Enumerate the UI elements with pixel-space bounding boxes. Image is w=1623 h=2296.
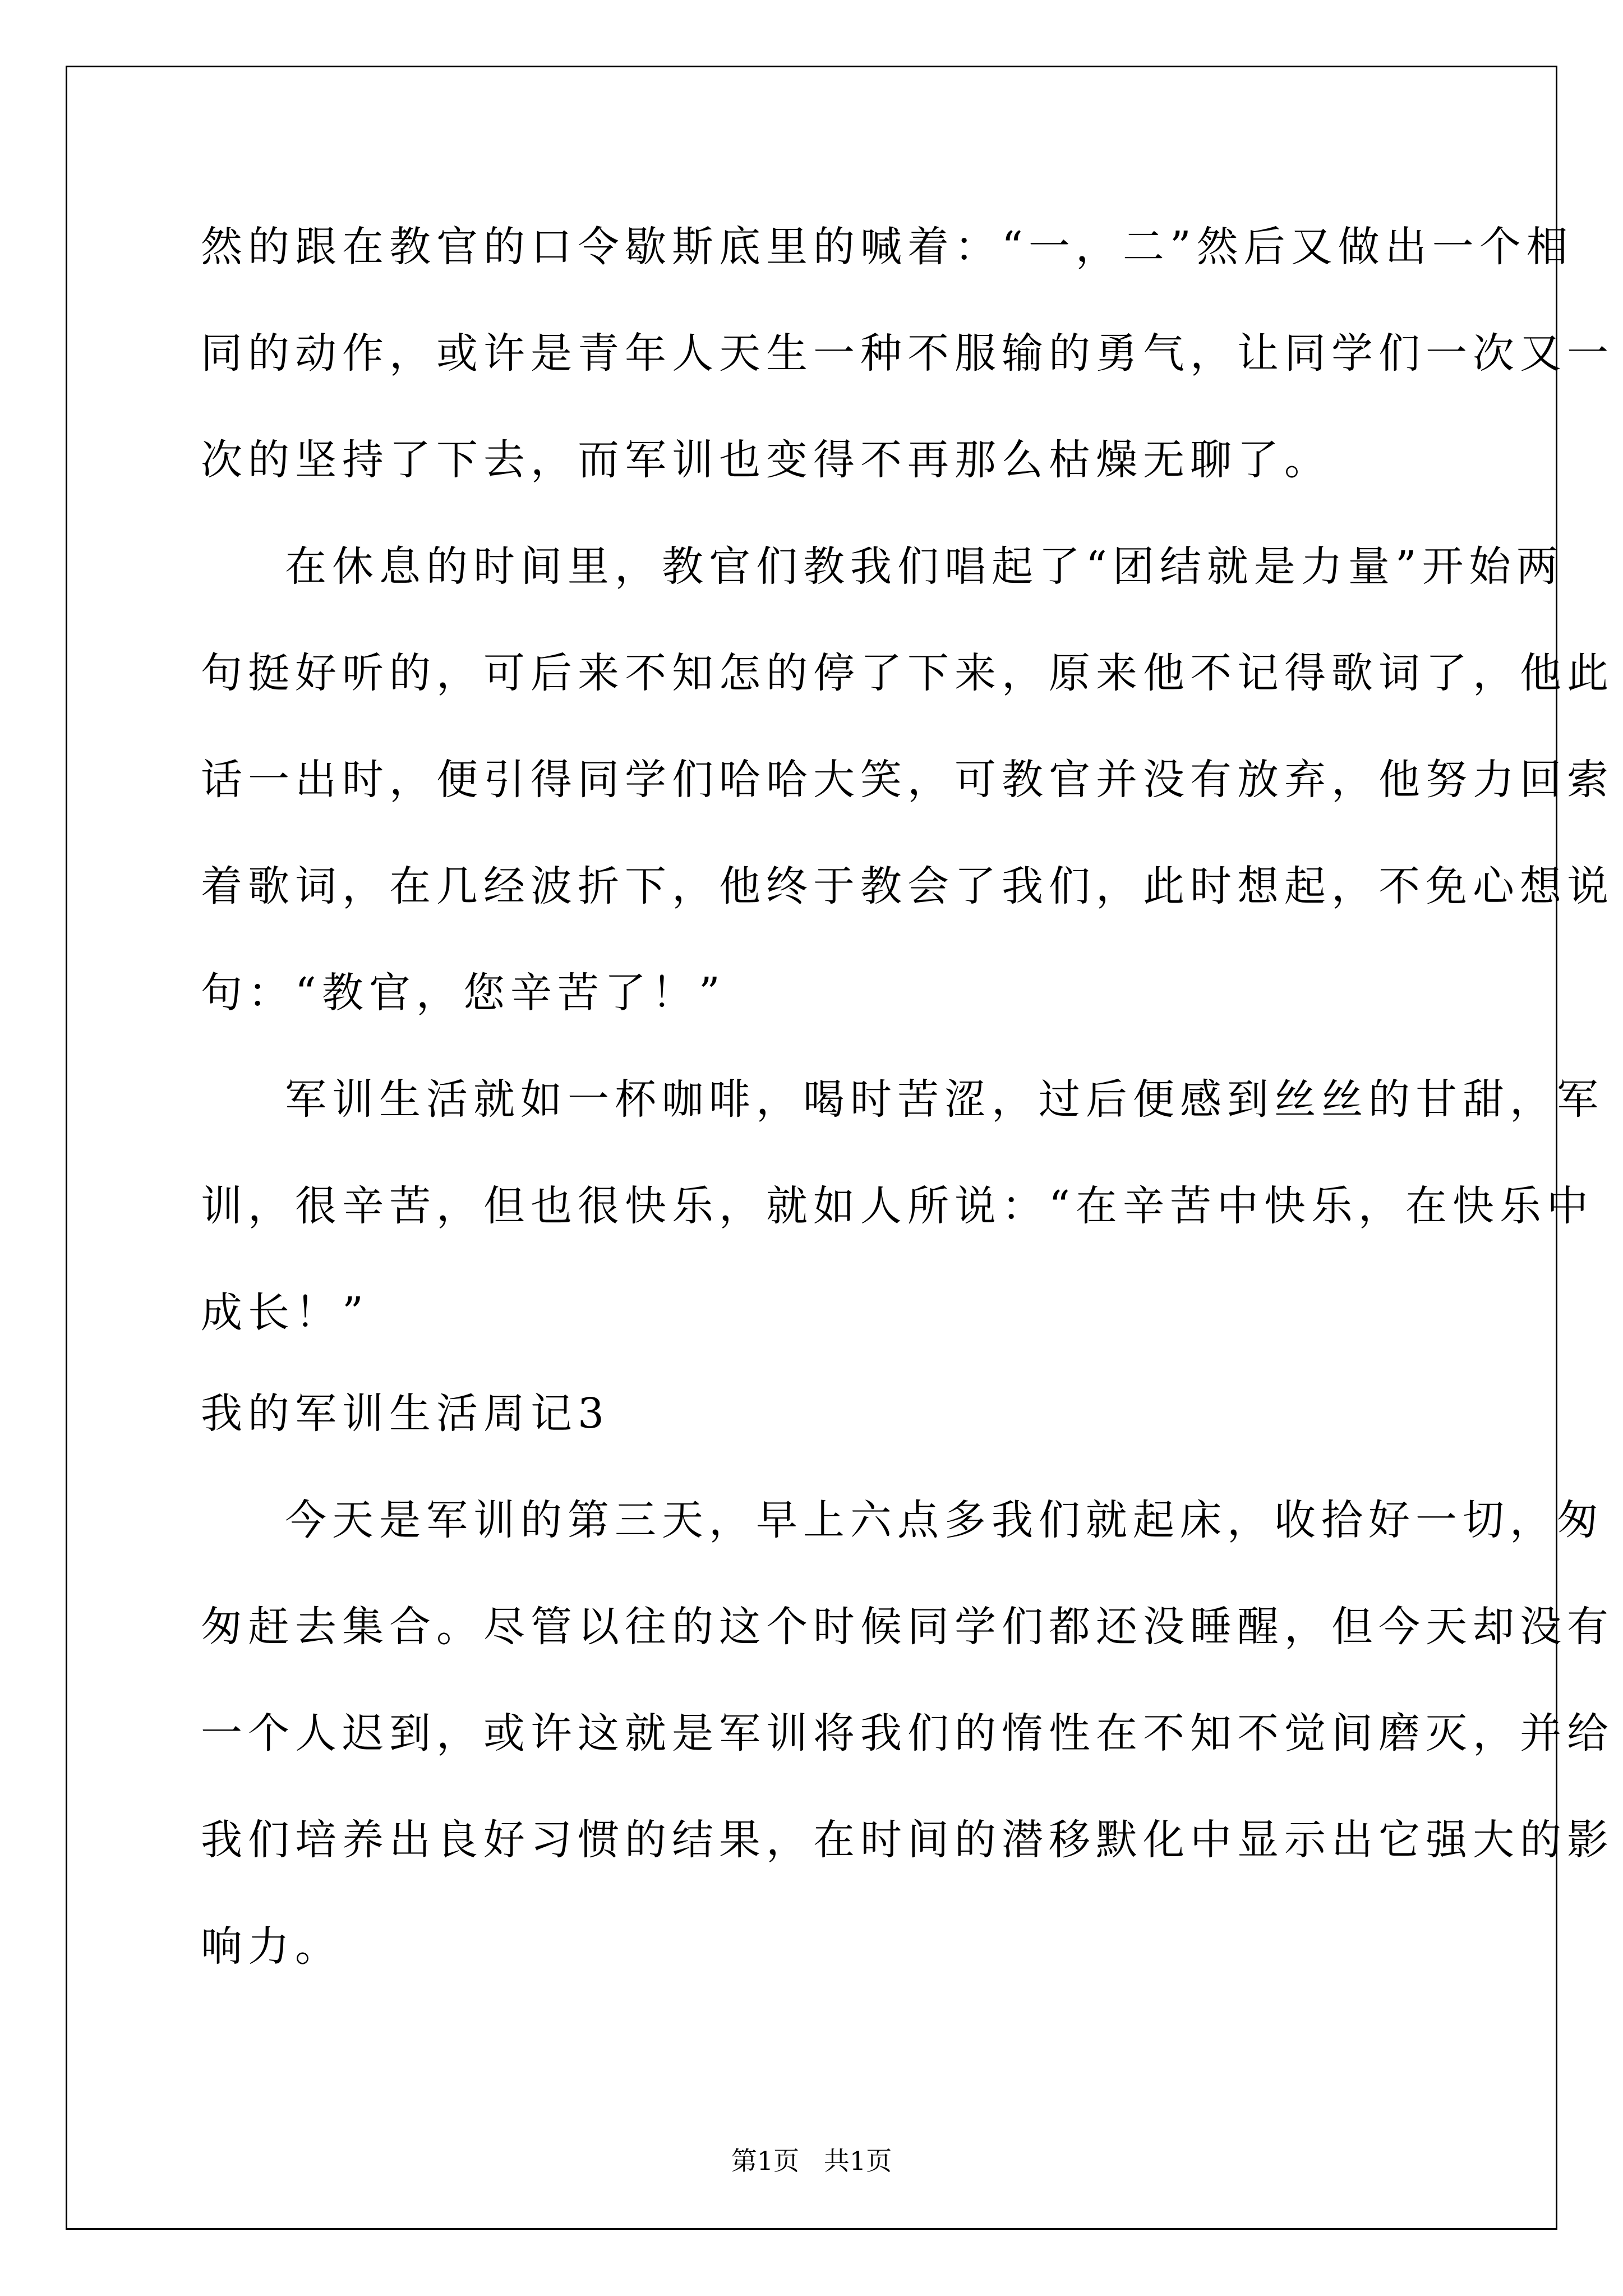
section-heading: 我的军训生活周记3 — [201, 1389, 610, 1438]
paragraph-line: 然的跟在教官的口令歇斯底里的喊着：“一，二”然后又做出一个相 — [201, 223, 1574, 271]
paragraph-line: 训，很辛苦，但也很快乐，就如人所说：“在辛苦中快乐，在快乐中 — [201, 1182, 1594, 1230]
paragraph-line: 着歌词，在几经波折下，他终于教会了我们，此时想起，不免心想说 — [201, 862, 1614, 910]
paragraph-line: 匆赶去集合。尽管以往的这个时候同学们都还没睡醒，但今天却没有 — [201, 1603, 1614, 1651]
paragraph-line: 成长！” — [201, 1289, 369, 1337]
paragraph-line: 在休息的时间里，教官们教我们唱起了“团结就是力量”开始两 — [285, 542, 1564, 591]
paragraph-line: 军训生活就如一杯咖啡，喝时苦涩，过后便感到丝丝的甘甜，军 — [285, 1075, 1604, 1124]
paragraph-line: 话一出时，便引得同学们哈哈大笑，可教官并没有放弃，他努力回索 — [201, 756, 1614, 804]
paragraph-line: 句：“教官，您辛苦了！” — [201, 969, 726, 1017]
paragraph-line: 我们培养出良好习惯的结果，在时间的潜移默化中显示出它强大的影 — [201, 1816, 1614, 1864]
paragraph-line: 一个人迟到，或许这就是军训将我们的惰性在不知不觉间磨灭，并给 — [201, 1709, 1614, 1757]
paragraph-line: 次的坚持了下去，而军训也变得不再那么枯燥无聊了。 — [201, 436, 1331, 484]
page-border — [66, 66, 1614, 2230]
paragraph-line: 句挺好听的，可后来不知怎的停了下来，原来他不记得歌词了，他此 — [201, 649, 1614, 697]
paragraph-line: 今天是军训的第三天，早上六点多我们就起床，收拾好一切，匆 — [285, 1496, 1604, 1544]
paragraph-line: 响力。 — [201, 1922, 342, 1971]
page-footer: 第1页 共1页 — [731, 2146, 892, 2176]
paragraph-line: 同的动作，或许是青年人天生一种不服输的勇气，让同学们一次又一 — [201, 329, 1614, 378]
